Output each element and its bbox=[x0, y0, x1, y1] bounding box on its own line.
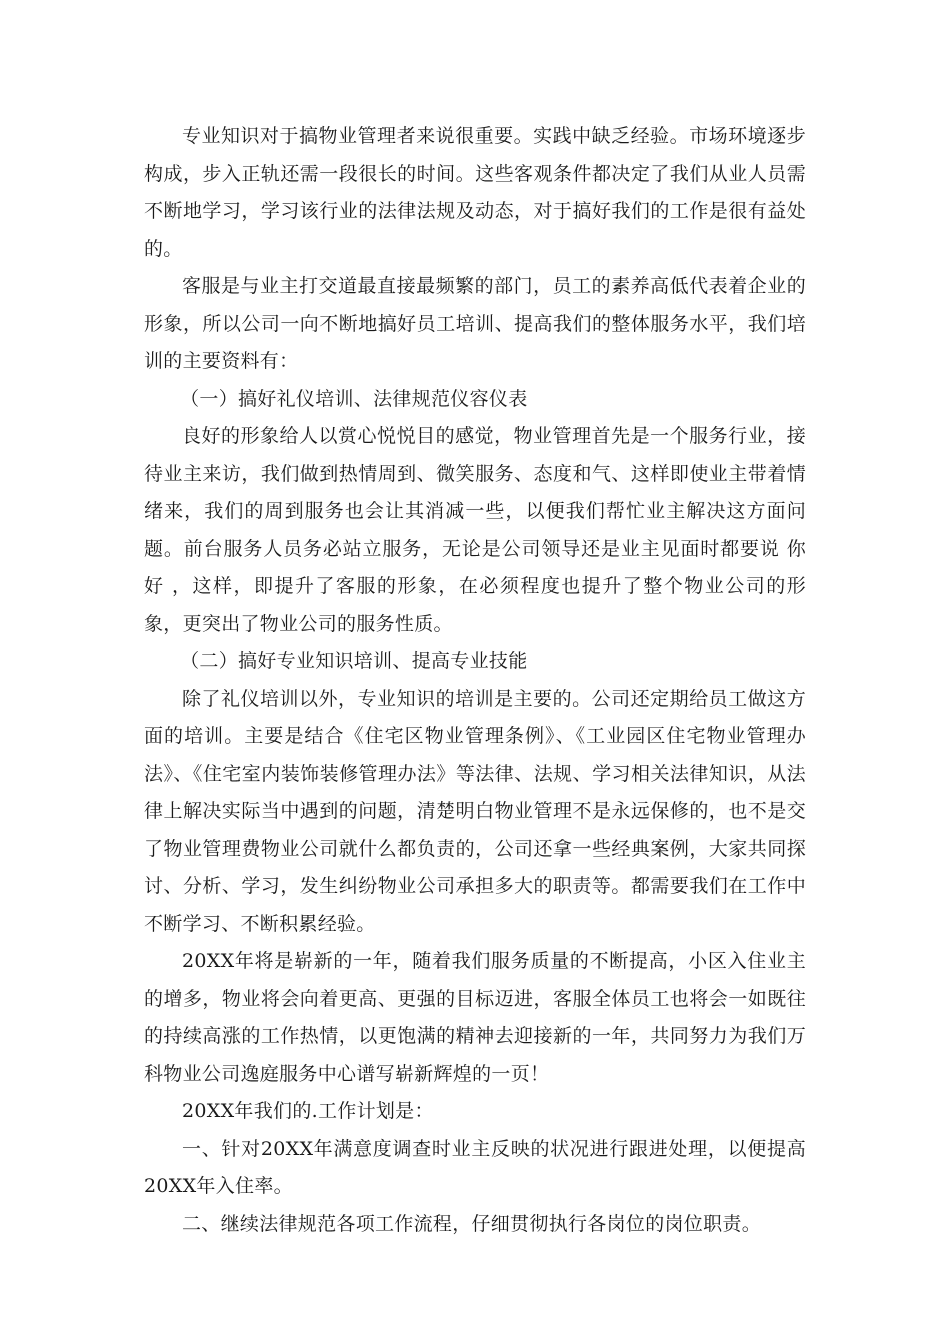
paragraph-plan-item-1: 一、针对20XX年满意度调查时业主反映的状况进行跟进处理，以便提高20XX年入住率。 bbox=[144, 1137, 806, 1197]
section-heading-etiquette: （一）搞好礼仪培训、法律规范仪容仪表 bbox=[180, 387, 528, 410]
paragraph-professional-knowledge: 专业知识对于搞物业管理者来说很重要。实践中缺乏经验。市场环境逐步构成，步入正轨还需一段很长的时间。这些客观条件都决定了我们从业人员需不断地学习，学习该行业的法律法规及动态，对于搞好我们的工作是很有益处的。 bbox=[144, 125, 806, 260]
paragraph-etiquette: 良好的形象给人以赏心悦悦目的感觉，物业管理首先是一个服务行业，接待业主来访，我们做到热情周到、微笑服务、态度和气、这样即使业主带着情绪来，我们的周到服务也会让其消减一些，以便我们帮忙业主解决这方面问题。前台服务人员务必站立服务，无论是公司领导还是业主见面时都要说 你好 ，这样，即提升了客服的形象，在必须程度也提升了整个物业公司的形象，更突出了物业公司的服务性质。 bbox=[144, 425, 806, 635]
paragraph-skills: 除了礼仪培训以外，专业知识的培训是主要的。公司还定期给员工做这方面的培训。主要是结合《住宅区物业管理条例》、《工业园区住宅物业管理办法》、《住宅室内装饰装修管理办法》等法律、法规、学习相关法律知识，从法律上解决实际当中遇到的问题，清楚明白物业管理不是永远保修的，也不是交了物业管理费物业公司就什么都负责的，公司还拿一些经典案例，大家共同探讨、分析、学习，发生纠纷物业公司承担多大的职责等。都需要我们在工作中不断学习、不断积累经验。 bbox=[144, 687, 806, 935]
paragraph-new-year: 20XX年将是崭新的一年，随着我们服务质量的不断提高，小区入住业主的增多，物业将会向着更高、更强的目标迈进，客服全体员工也将会一如既往的持续高涨的工作热情，以更饱满的精神去迎接新的一年，共同努力为我们万科物业公司逸庭服务中心谱写崭新辉煌的一页！ bbox=[144, 950, 806, 1085]
document-body bbox=[144, 118, 806, 1243]
section-heading-skills: （二）搞好专业知识培训、提高专业技能 bbox=[180, 650, 528, 672]
paragraph-work-plan-intro: 20XX年我们的.工作计划是： bbox=[182, 1100, 434, 1122]
paragraph-customer-service: 客服是与业主打交道最直接最频繁的部门，员工的素养高低代表着企业的形象，所以公司一向不断地搞好员工培训、提高我们的整体服务水平，我们培训的主要资料有： bbox=[144, 275, 806, 372]
paragraph-plan-item-2: 二、继续法律规范各项工作流程，仔细贯彻执行各岗位的岗位职责。 bbox=[182, 1212, 762, 1235]
